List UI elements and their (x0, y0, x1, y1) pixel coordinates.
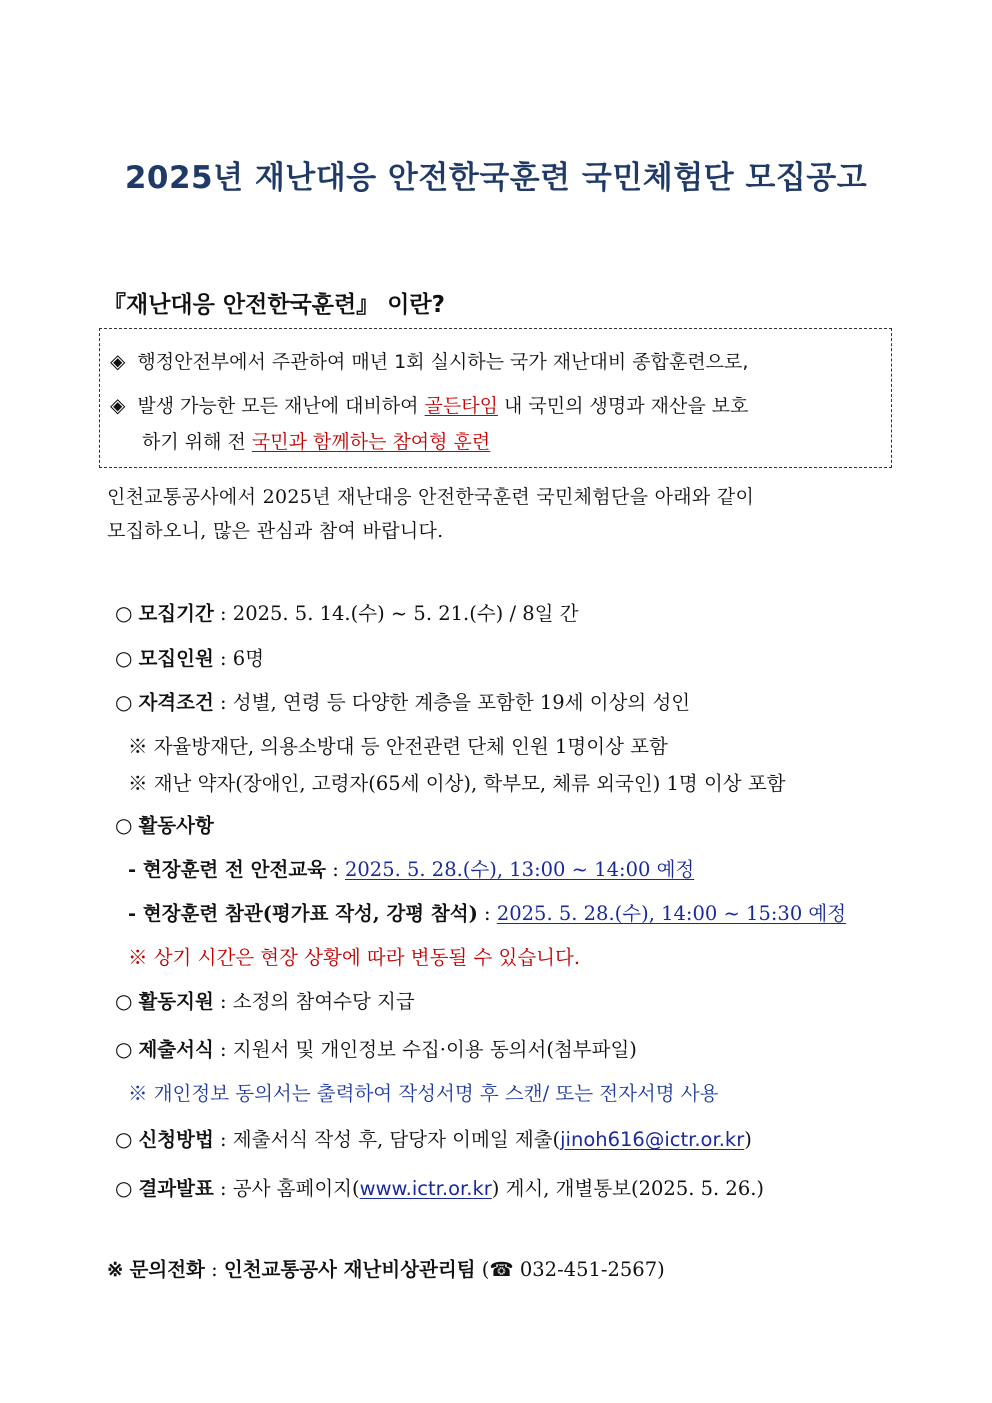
activity-sub-2 (128, 898, 846, 926)
activity-sub-1 (128, 854, 694, 882)
golden-time-highlight: 골든타임 (424, 395, 498, 417)
circle-bullet-icon: ○ (115, 1176, 133, 1200)
support-value: : 소정의 참여수당 지급 (220, 990, 415, 1013)
item-support (115, 986, 415, 1014)
item-apply (115, 1124, 752, 1152)
qualification-label: 자격조건 (138, 691, 214, 714)
paragraph-line-1: 인천교통공사에서 2025년 재난대응 안전한국훈련 국민체험단을 아래와 같이 (107, 486, 755, 508)
item-qualification (115, 687, 690, 715)
documents-note: ※ 개인정보 동의서는 출력하여 작성서명 후 스캔/ 또는 전자서명 사용 (128, 1082, 719, 1105)
circle-bullet-icon: ○ (115, 989, 133, 1013)
contact-phone[interactable]: 032-451-2567 (519, 1258, 658, 1281)
activity-sub-1-label: - 현장훈련 전 안전교육 (128, 858, 326, 881)
documents-value: : 지원서 및 개인정보 수집·이용 동의서(첨부파일) (220, 1038, 637, 1061)
circle-bullet-icon: ○ (115, 1037, 133, 1061)
intro-line-1 (110, 347, 748, 374)
qualification-note-1: ※ 자율방재단, 의용소방대 등 안전관련 단체 인원 1명이상 포함 (128, 735, 668, 758)
count-value: : 6명 (220, 647, 265, 670)
intro-line-2-pre: 발생 가능한 모든 재난에 대비하여 (137, 395, 425, 417)
apply-label: 신청방법 (138, 1128, 214, 1151)
diamond-icon: ◈ (110, 393, 126, 417)
circle-bullet-icon: ○ (115, 646, 133, 670)
intro-line-1-text: 행정안전부에서 주관하여 매년 1회 실시하는 국가 재난대비 종합훈련으로, (137, 351, 749, 373)
contact-line: ※ 문의전화 : 인천교통공사 재난비상관리팀 (☎ 032-451-2567) (107, 1258, 665, 1281)
intro-box (99, 328, 892, 468)
circle-bullet-icon: ○ (115, 813, 133, 837)
item-count (115, 643, 264, 671)
period-value: : 2025. 5. 14.(수) ~ 5. 21.(수) / 8일 간 (220, 602, 579, 625)
homepage-link[interactable]: www.ictr.or.kr (359, 1177, 492, 1200)
item-documents (115, 1034, 637, 1062)
contact-sep: : (204, 1258, 224, 1281)
page-title: 2025년 재난대응 안전한국훈련 국민체험단 모집공고 (124, 160, 868, 196)
activity-sub-1-sep: : (326, 858, 345, 881)
apply-close: ) (744, 1128, 752, 1151)
activity-sub-2-value: 2025. 5. 28.(수), 14:00 ~ 15:30 예정 (496, 902, 847, 925)
support-label: 활동지원 (138, 990, 214, 1013)
intro-line-2-post: 내 국민의 생명과 재산을 보호 (497, 395, 749, 417)
circle-bullet-icon: ○ (115, 1127, 133, 1151)
circle-bullet-icon: ○ (115, 690, 133, 714)
qualification-value: : 성별, 연령 등 다양한 계층을 포함한 19세 이상의 성인 (220, 691, 691, 714)
contact-label: 문의전화 (129, 1258, 205, 1281)
contact-org: 인천교통공사 재난비상관리팀 (223, 1258, 476, 1281)
result-value-pre: : 공사 홈페이지( (220, 1177, 360, 1200)
activity-sub-2-label: - 현장훈련 참관(평가표 작성, 강평 참석) (128, 902, 478, 925)
result-value-post: ) 게시, 개별통보(2025. 5. 26.) (491, 1177, 765, 1200)
paragraph-line-2: 모집하오니, 많은 관심과 참여 바랍니다. (107, 520, 444, 542)
count-label: 모집인원 (138, 647, 214, 670)
diamond-icon: ◈ (110, 349, 126, 373)
intro-line-3-pre: 하기 위해 전 (142, 431, 252, 453)
activity-note: ※ 상기 시간은 현장 상황에 따라 변동될 수 있습니다. (128, 946, 581, 969)
item-period (115, 598, 579, 626)
contact-mark: ※ (107, 1258, 124, 1281)
period-label: 모집기간 (138, 602, 214, 625)
intro-line-3 (142, 427, 490, 454)
participation-highlight: 국민과 함께하는 참여형 훈련 (251, 431, 491, 453)
email-link[interactable]: jinoh616@ictr.or.kr (560, 1128, 745, 1151)
activity-sub-1-value: 2025. 5. 28.(수), 13:00 ~ 14:00 예정 (344, 858, 695, 881)
intro-heading: 『재난대응 안전한국훈련』 이란? (103, 292, 445, 318)
activity-sub-2-sep: : (477, 902, 497, 925)
qualification-note-2: ※ 재난 약자(장애인, 고령자(65세 이상), 학부모, 체류 외국인) 1명 이상 포함 (128, 772, 786, 795)
intro-line-2 (110, 391, 748, 418)
documents-label: 제출서식 (138, 1038, 214, 1061)
item-result (115, 1173, 764, 1201)
circle-bullet-icon: ○ (115, 601, 133, 625)
result-label: 결과발표 (138, 1177, 214, 1200)
phone-icon: ☎ (489, 1258, 514, 1281)
item-activity (115, 810, 214, 838)
activity-label: 활동사항 (138, 814, 214, 837)
apply-value: : 제출서식 작성 후, 담당자 이메일 제출( (220, 1128, 561, 1151)
